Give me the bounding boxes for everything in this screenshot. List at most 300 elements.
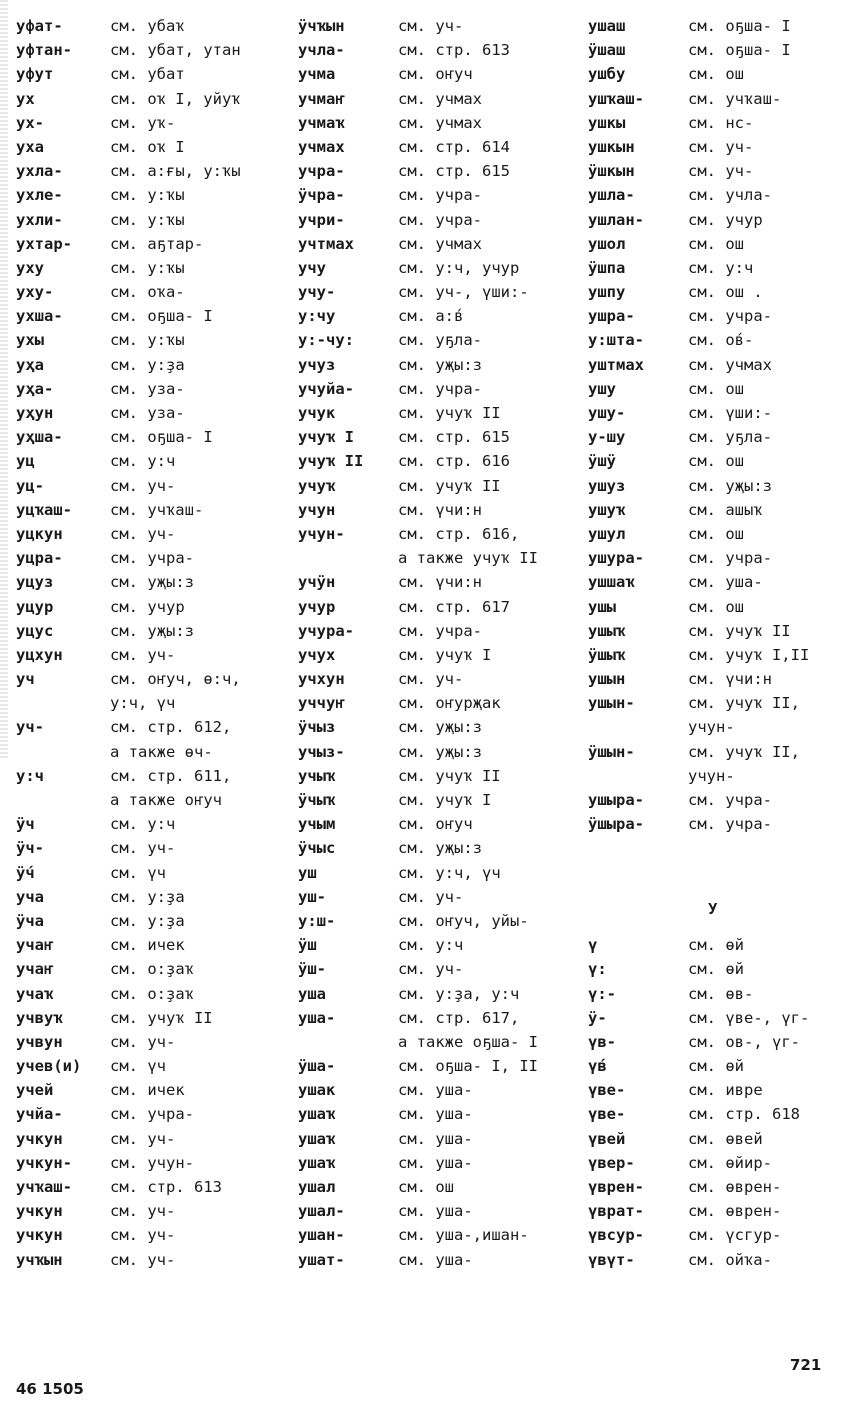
- cross-reference: см. у:ҙа, у:ч: [398, 984, 520, 1003]
- cross-reference: см. учра-: [688, 307, 772, 326]
- headword: ухли-: [16, 210, 63, 229]
- cross-reference: см. уҗы:з: [688, 476, 772, 495]
- cross-reference: а также өч-: [110, 742, 213, 761]
- headword: уфтан-: [16, 41, 72, 60]
- headword: ушол: [588, 234, 626, 253]
- headword: [16, 691, 110, 715]
- cross-reference: см. оҕша- I: [110, 307, 213, 326]
- cross-reference: см. стр. 613: [110, 1178, 222, 1196]
- cross-reference: см. үши:-: [688, 404, 772, 422]
- cross-reference: см. ош: [688, 379, 744, 398]
- cross-reference: см. уч-: [688, 137, 754, 156]
- cross-reference: см. убат: [110, 65, 185, 84]
- cross-reference: см. өв-: [688, 984, 754, 1003]
- entry-row: [16, 1006, 288, 1030]
- headword: учей: [16, 1081, 54, 1100]
- entry-row: [298, 570, 583, 594]
- entry-row: [298, 1127, 583, 1151]
- entry-row: [298, 377, 583, 401]
- entry-row: [16, 1199, 288, 1223]
- entry-row: [588, 425, 846, 449]
- headword: ушыра-: [588, 791, 644, 809]
- cross-reference: см. уша-: [398, 1105, 473, 1124]
- cross-reference: см. у:ҙа: [110, 355, 185, 374]
- cross-reference: см. ош .: [688, 283, 763, 302]
- headword: уцус: [16, 621, 54, 640]
- entry-row: [298, 982, 583, 1006]
- cross-reference: см. учуҡ II,: [688, 694, 800, 713]
- headword: уцхун: [16, 645, 63, 664]
- scan-shadow-edge: [0, 0, 8, 760]
- headword: уха: [16, 137, 44, 156]
- entry-row: [16, 691, 288, 715]
- headword: ушшаҡ: [588, 573, 635, 592]
- cross-reference: см. үчи:н: [398, 573, 482, 592]
- cross-reference: см. уза-: [110, 404, 185, 422]
- headword: учмаҥ: [298, 89, 345, 108]
- entry-row: [16, 183, 288, 207]
- headword: учҡын: [16, 1250, 63, 1269]
- entry-row: [16, 764, 288, 788]
- headword: учуз: [298, 355, 336, 374]
- cross-reference: а также оҥуч: [110, 791, 222, 809]
- cross-reference: см. учмах: [398, 113, 482, 132]
- entry-row: [298, 449, 583, 473]
- entry-row: [588, 957, 846, 981]
- cross-reference: см. уша-: [688, 573, 763, 592]
- cross-reference: см. өйир-: [688, 1153, 772, 1172]
- headword: ү:: [588, 960, 607, 979]
- entry-row: [16, 619, 288, 643]
- entry-row: [16, 256, 288, 280]
- cross-reference: см. а:ғы, у:ҡы: [110, 162, 241, 181]
- cross-reference: см. уч-: [110, 1226, 176, 1245]
- entry-row: [298, 328, 583, 352]
- entry-row: [16, 14, 288, 38]
- entry-row: [16, 280, 288, 304]
- page-number: 721: [790, 1356, 822, 1374]
- entry-row: [588, 256, 846, 280]
- cross-reference: см. ивре: [688, 1081, 763, 1100]
- cross-reference: см. у:ҡы: [110, 331, 185, 350]
- entry-row: [298, 280, 583, 304]
- headword: [588, 715, 688, 739]
- cross-reference: см. уч-: [110, 1032, 176, 1051]
- cross-reference: см. учҡаш-: [110, 500, 204, 519]
- entry-row: [588, 595, 846, 619]
- cross-reference: см. у:ч, үч: [398, 863, 501, 882]
- entry-row: [298, 135, 583, 159]
- entry-row: [16, 353, 288, 377]
- entry-row: [588, 1102, 846, 1126]
- entry-row: [588, 353, 846, 377]
- headword: уцкун: [16, 524, 63, 543]
- cross-reference: см. у:ч: [688, 258, 754, 277]
- cross-reference: см. ов-, үг-: [688, 1032, 800, 1051]
- headword: уҳша-: [16, 428, 63, 447]
- headword: учуйа-: [298, 379, 354, 398]
- entry-row: [16, 861, 288, 885]
- cross-reference: см. о:ҙаҡ: [110, 960, 194, 979]
- cross-reference: а также учуҡ II: [398, 549, 538, 568]
- cross-reference: см. учур: [688, 210, 763, 229]
- cross-reference: см. уч-: [110, 1129, 176, 1148]
- cross-reference: см. нс-: [688, 113, 754, 132]
- headword: ушҡаш-: [588, 89, 644, 108]
- headword: уш: [298, 863, 317, 882]
- entry-row: [16, 401, 288, 425]
- cross-reference: см. у:ҡы: [110, 186, 185, 205]
- headword: учыз-: [298, 742, 345, 761]
- cross-reference: см. учуҡ II,: [688, 742, 800, 761]
- headword: [298, 1030, 398, 1054]
- entry-row: [298, 256, 583, 280]
- headword: учла-: [298, 41, 345, 60]
- headword: ухле-: [16, 186, 63, 205]
- entry-row: [16, 159, 288, 183]
- entry-row: [588, 812, 846, 836]
- headword: ух-: [16, 113, 44, 132]
- entry-row: [588, 449, 846, 473]
- entry-row: [16, 62, 288, 86]
- headword: ушура-: [588, 549, 644, 568]
- headword: ушу-: [588, 404, 626, 422]
- entry-row: [298, 1248, 583, 1272]
- headword: үве-: [588, 1105, 626, 1124]
- entry-row: [16, 1054, 288, 1078]
- print-mark: 46 1505: [16, 1380, 84, 1398]
- entry-row: [298, 1054, 583, 1078]
- cross-reference: см. у:ч, учур: [398, 258, 520, 277]
- entry-row: [298, 1175, 583, 1199]
- headword: учым: [298, 815, 336, 834]
- cross-reference: см. уч-: [688, 162, 754, 181]
- headword: [298, 546, 398, 570]
- headword: ушра-: [588, 307, 635, 326]
- entry-row: [298, 62, 583, 86]
- cross-reference: см. уч-: [110, 476, 176, 495]
- cross-reference: см. а:в́: [398, 307, 464, 326]
- headword: ӱшаш: [588, 41, 626, 60]
- entry-row: [588, 14, 846, 38]
- cross-reference: см. у:ч: [110, 452, 176, 471]
- headword: учкун: [16, 1226, 63, 1245]
- cross-reference: у:ч, үч: [110, 694, 176, 713]
- entry-row: [298, 885, 583, 909]
- entry-row: [588, 159, 846, 183]
- entry-row: [16, 522, 288, 546]
- headword: уц-: [16, 476, 44, 495]
- cross-reference: см. учуҡ II: [110, 1008, 213, 1027]
- cross-reference: см. учҡаш-: [688, 89, 782, 108]
- headword: ушуҡ: [588, 500, 626, 519]
- entry-row: [298, 14, 583, 38]
- headword: ӱшкын: [588, 162, 635, 181]
- headword: ӱча: [16, 911, 44, 930]
- headword: учйа-: [16, 1105, 63, 1124]
- entry-row: [16, 715, 288, 739]
- entry-row: [588, 1175, 846, 1199]
- entry-row: [588, 1151, 846, 1175]
- entry-row: [298, 1078, 583, 1102]
- entry-row: [16, 111, 288, 135]
- entry-row: [588, 1127, 846, 1151]
- column-3: [588, 14, 846, 1272]
- headword: уфут: [16, 65, 54, 84]
- entry-row: [298, 183, 583, 207]
- headword: ушыҡ: [588, 621, 626, 640]
- entry-row: [16, 788, 288, 812]
- headword: уҳа-: [16, 379, 54, 398]
- cross-reference: учун-: [688, 766, 735, 785]
- headword: ӱч́: [16, 863, 35, 882]
- headword: уччуҥ: [298, 694, 345, 713]
- cross-reference: см. уҡ-: [110, 113, 176, 132]
- headword: үв́: [588, 1057, 607, 1076]
- headword: уш-: [298, 887, 326, 906]
- entry-row: [588, 788, 846, 812]
- entry-row: [298, 498, 583, 522]
- headword: ухша-: [16, 307, 63, 326]
- headword: ӱчыз: [298, 718, 336, 737]
- headword: уц: [16, 452, 35, 471]
- headword: ӱчыҡ: [298, 791, 336, 809]
- headword: үвсур-: [588, 1226, 644, 1245]
- cross-reference: см. оҥуч: [398, 65, 473, 84]
- cross-reference: см. оҥурҗак: [398, 694, 501, 713]
- headword: учук: [298, 404, 336, 422]
- headword: ү: [588, 936, 598, 955]
- entry-row: [298, 1199, 583, 1223]
- cross-reference: см. учра-: [110, 549, 194, 568]
- entry-row: [298, 1030, 583, 1054]
- cross-reference: см. үве-, үг-: [688, 1008, 810, 1027]
- cross-reference: см. ош: [398, 1178, 454, 1196]
- headword: учтмах: [298, 234, 354, 253]
- cross-reference: см. уч-: [110, 839, 176, 858]
- headword: ухы: [16, 331, 44, 350]
- headword: учух: [298, 645, 336, 664]
- entry-row: [16, 1223, 288, 1247]
- cross-reference: см. убаҡ: [110, 17, 185, 35]
- headword: ухтар-: [16, 234, 72, 253]
- entry-row: [588, 1078, 846, 1102]
- entry-row: [16, 546, 288, 570]
- entry-row: [16, 135, 288, 159]
- cross-reference: см. ичек: [110, 936, 185, 955]
- headword: учун: [298, 500, 336, 519]
- headword: ушат-: [298, 1250, 345, 1269]
- headword: [588, 885, 688, 909]
- entry-row: [16, 377, 288, 401]
- cross-reference: учун-: [688, 718, 735, 737]
- cross-reference: см. уч-: [110, 1202, 176, 1221]
- headword: уцур: [16, 597, 54, 616]
- headword: уфат-: [16, 17, 63, 35]
- cross-reference: см. уҕла-: [688, 428, 772, 447]
- headword: учаҡ: [16, 984, 54, 1003]
- cross-reference: см. уша-: [398, 1153, 473, 1172]
- cross-reference: см. учуҡ I: [398, 791, 492, 809]
- headword: ушу: [588, 379, 616, 398]
- cross-reference: см. уша-: [398, 1250, 473, 1269]
- cross-reference: см. учра-: [688, 815, 772, 834]
- cross-reference: см. оҡ I: [110, 137, 185, 156]
- headword: ушла-: [588, 186, 635, 205]
- cross-reference: см. ош: [688, 452, 744, 471]
- entry-row: [588, 87, 846, 111]
- entry-row: [298, 474, 583, 498]
- entry-row: [16, 87, 288, 111]
- cross-reference: см. ичек: [110, 1081, 185, 1100]
- cross-reference: см. уҕла-: [398, 331, 482, 350]
- headword: ушаш: [588, 17, 626, 35]
- cross-reference: см. өй: [688, 1057, 744, 1076]
- headword: учҡаш-: [16, 1178, 72, 1196]
- cross-reference: см. уч-: [398, 960, 464, 979]
- entry-row: [16, 836, 288, 860]
- headword: уштмах: [588, 355, 644, 374]
- entry-row: [16, 1102, 288, 1126]
- headword: учӱн: [298, 573, 336, 592]
- cross-reference: см. уҗы:з: [398, 355, 482, 374]
- headword: уча: [16, 887, 44, 906]
- entry-row: [588, 715, 846, 739]
- headword: үвей: [588, 1129, 626, 1148]
- entry-row: [298, 1151, 583, 1175]
- headword: үвүт-: [588, 1250, 635, 1269]
- cross-reference: см. у:ҡы: [110, 258, 185, 277]
- entry-row: [588, 861, 846, 885]
- headword: уҳун: [16, 404, 54, 422]
- cross-reference: см. уҗы:з: [398, 839, 482, 858]
- headword: үве-: [588, 1081, 626, 1100]
- cross-reference: см. оҕша- I: [110, 428, 213, 447]
- cross-reference: см. у:ҡы: [110, 210, 185, 229]
- headword: ухла-: [16, 162, 63, 181]
- cross-reference: см. стр. 617,: [398, 1008, 520, 1027]
- headword: ӱш-: [298, 960, 326, 979]
- entry-row: [16, 38, 288, 62]
- cross-reference: см. уша-: [398, 1081, 473, 1100]
- headword: ушкы: [588, 113, 626, 132]
- cross-reference: см. стр. 614: [398, 137, 510, 156]
- cross-reference: см. өврен-: [688, 1178, 782, 1196]
- cross-reference: см. уч-: [110, 1250, 176, 1269]
- cross-reference: см. оҕша- I: [688, 41, 791, 60]
- entry-row: [16, 909, 288, 933]
- headword: учаҥ: [16, 960, 54, 979]
- cross-reference: см. уч-: [398, 670, 464, 689]
- cross-reference: см. учра-: [398, 210, 482, 229]
- headword: уцҡаш-: [16, 500, 72, 519]
- entry-row: [588, 619, 846, 643]
- headword: учри-: [298, 210, 345, 229]
- headword: ушпу: [588, 283, 626, 302]
- cross-reference: см. үч: [110, 1057, 166, 1076]
- entry-row: [588, 740, 846, 764]
- cross-reference: см. уҗы:з: [398, 742, 482, 761]
- headword: үвер-: [588, 1153, 635, 1172]
- entry-row: [16, 740, 288, 764]
- entry-row: [298, 87, 583, 111]
- headword: ү:-: [588, 984, 616, 1003]
- entry-row: [588, 546, 846, 570]
- cross-reference: см. ош: [688, 524, 744, 543]
- headword: учуҡ: [298, 476, 336, 495]
- headword: у:шта-: [588, 331, 644, 350]
- entry-row: [298, 643, 583, 667]
- headword: ушы: [588, 597, 616, 616]
- entry-row: [298, 1223, 583, 1247]
- entry-row: [16, 474, 288, 498]
- cross-reference: см. у:ч: [110, 815, 176, 834]
- headword: уч-: [16, 718, 44, 737]
- entry-row: [16, 957, 288, 981]
- headword: учвуҡ: [16, 1008, 63, 1027]
- entry-row: [298, 909, 583, 933]
- cross-reference: см. өврен-: [688, 1202, 782, 1221]
- headword: [16, 788, 110, 812]
- headword: учур: [298, 597, 336, 616]
- headword: [588, 764, 688, 788]
- headword: [588, 836, 688, 860]
- cross-reference: см. у:ч: [398, 936, 464, 955]
- entry-row: [298, 111, 583, 135]
- entry-row: [298, 353, 583, 377]
- headword: уҳа: [16, 355, 44, 374]
- cross-reference: см. оҥуч, уйы-: [398, 911, 529, 930]
- headword: у:ш-: [298, 911, 336, 930]
- entry-row: [298, 740, 583, 764]
- headword: учкун: [16, 1202, 63, 1221]
- entry-row: [298, 546, 583, 570]
- cross-reference: см. учуҡ II: [398, 766, 501, 785]
- cross-reference: см. өй: [688, 960, 744, 979]
- cross-reference: см. стр. 615: [398, 162, 510, 181]
- headword: ӱшыра-: [588, 815, 644, 834]
- entry-row: [298, 715, 583, 739]
- entry-row: [298, 933, 583, 957]
- entry-row: [16, 667, 288, 691]
- entry-row: [588, 1054, 846, 1078]
- entry-row: [298, 667, 583, 691]
- headword: учу: [298, 258, 326, 277]
- entry-row: [588, 474, 846, 498]
- entry-row: [588, 1248, 846, 1272]
- cross-reference: см. стр. 618: [688, 1105, 800, 1124]
- entry-row: [588, 111, 846, 135]
- cross-reference: см. ош: [688, 234, 744, 253]
- headword: ух: [16, 89, 35, 108]
- cross-reference: см. оҥуч, ө:ч,: [110, 670, 241, 689]
- cross-reference: см. учмах: [688, 355, 772, 374]
- headword: ушкын: [588, 137, 635, 156]
- headword: у-шу: [588, 428, 626, 447]
- entry-row: [298, 425, 583, 449]
- entry-row: [298, 764, 583, 788]
- cross-reference: [688, 836, 846, 860]
- entry-row: [588, 183, 846, 207]
- cross-reference: см. стр. 617: [398, 597, 510, 616]
- entry-row: [588, 764, 846, 788]
- headword: ӱчыс: [298, 839, 336, 858]
- headword: [588, 909, 688, 933]
- entry-row: [588, 304, 846, 328]
- entry-row: [16, 1175, 288, 1199]
- cross-reference: см. оҡа-: [110, 283, 185, 302]
- headword: учаҥ: [16, 936, 54, 955]
